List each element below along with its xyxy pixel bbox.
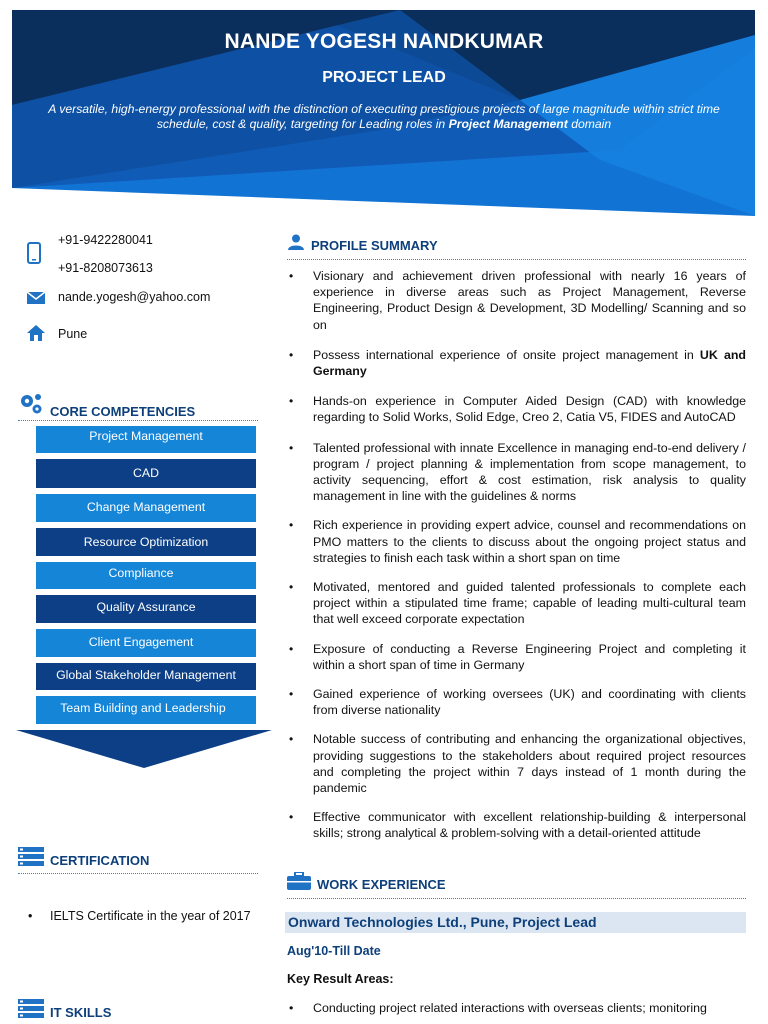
work-responsibilities-list xyxy=(287,1000,746,1016)
employment-dates: Aug'10-Till Date xyxy=(287,944,381,958)
company-title-bar: Onward Technologies Ltd., Pune, Project Lead xyxy=(285,912,746,933)
section-title: PROFILE SUMMARY xyxy=(311,238,438,253)
divider xyxy=(287,259,746,260)
list-item: • Possess international experience of onsite project management in UK and Germany xyxy=(287,347,746,379)
server-icon xyxy=(18,998,44,1021)
certification-heading xyxy=(18,846,149,869)
section-title: WORK EXPERIENCE xyxy=(317,877,446,892)
gears-icon xyxy=(18,392,44,419)
divider xyxy=(18,420,258,421)
competency-item: Team Building and Leadership xyxy=(60,701,226,715)
kra-label: Key Result Areas: xyxy=(287,972,394,986)
divider xyxy=(287,898,746,899)
phone-2[interactable]: +91-8208073613 xyxy=(58,261,153,275)
list-item: • IELTS Certificate in the year of 2017 xyxy=(28,909,251,923)
phone-1[interactable]: +91-9422280041 xyxy=(58,233,153,247)
candidate-name: NANDE YOGESH NANDKUMAR xyxy=(224,30,544,53)
list-item: • Visionary and achievement driven professional with nearly 16 years of experience in diverse areas such as Project Management, Reverse Engineering, Product Design & Development, 3D Modelling/ Scanning and so on xyxy=(287,268,746,333)
list-item: • Effective communicator with excellent relationship-building & interpersonal skills; strong analytical & problem-solving with a detail-oriented attitude xyxy=(287,809,746,841)
job-title: PROJECT LEAD xyxy=(322,69,446,86)
list-item: • Motivated, mentored and guided talented professionals to complete each project within a stipulated time frame; capable of leading multi-cultural team that well exceed corporate expectation xyxy=(287,579,746,628)
list-item: • Notable success of contributing and enhancing the organizational objectives, providing suggestions to the stakeholders about required project resources and completing the project within 7 days instead of 1 month during the pandemic xyxy=(287,731,746,796)
list-item: • Hands-on experience in Computer Aided Design (CAD) with knowledge regarding to Solid Works, Solid Edge, Creo 2, Catia V5, FIDES and AutoCAD xyxy=(287,393,746,425)
divider xyxy=(18,873,258,874)
competency-item: Quality Assurance xyxy=(96,600,196,614)
list-item: • Exposure of conducting a Reverse Engineering Project and completing it within a short span of time in Germany xyxy=(287,641,746,673)
list-item: • Rich experience in providing expert advice, counsel and recommendations on PMO matters to the clients to discuss about the ongoing project status and strategies to finish each task within a short span on time xyxy=(287,517,746,566)
it-skills-heading xyxy=(18,998,111,1021)
section-title: CERTIFICATION xyxy=(50,853,150,868)
competency-item: CAD xyxy=(133,466,159,480)
home-icon xyxy=(26,324,46,347)
briefcase-icon xyxy=(287,872,311,893)
core-competencies-heading xyxy=(18,392,195,419)
person-icon xyxy=(287,234,305,253)
tagline: A versatile, high-energy professional with the distinction of executing prestigious projects of large magnitude within strict time schedule, cost & quality, targeting for Leading roles in Project Management domain xyxy=(48,102,720,131)
work-experience-heading xyxy=(287,872,446,893)
competency-item: Resource Optimization xyxy=(83,535,209,549)
competency-item: Change Management xyxy=(86,500,206,514)
list-item: • Gained experience of working oversees (UK) and coordinating with clients from diverse nationality xyxy=(287,686,746,718)
section-title: CORE COMPETENCIES xyxy=(50,404,196,419)
competency-item: Project Management xyxy=(89,429,203,443)
profile-summary-heading xyxy=(287,234,438,253)
header-banner xyxy=(0,0,768,220)
list-item: • Conducting project related interactions with overseas clients; monitoring xyxy=(287,1000,746,1016)
certification-list xyxy=(28,909,251,923)
email-link[interactable]: nande.yogesh@yahoo.com xyxy=(58,290,211,304)
server-icon xyxy=(18,846,44,869)
envelope-icon xyxy=(26,291,46,310)
competency-item: Global Stakeholder Management xyxy=(56,668,236,682)
section-title: IT SKILLS xyxy=(50,1005,112,1020)
location-text: Pune xyxy=(58,327,88,341)
competency-item: Client Engagement xyxy=(88,635,194,649)
mobile-phone-icon xyxy=(26,242,42,269)
competency-ribbon xyxy=(16,426,272,771)
competency-item: Compliance xyxy=(108,566,174,580)
profile-summary-list xyxy=(287,268,746,842)
list-item: • Talented professional with innate Excellence in managing end-to-end delivery / program / project planning & implementation from scope management, to activity sequencing, effort & cost estimation, risk analysis to quality management in line with the guidelines & norms xyxy=(287,440,746,505)
